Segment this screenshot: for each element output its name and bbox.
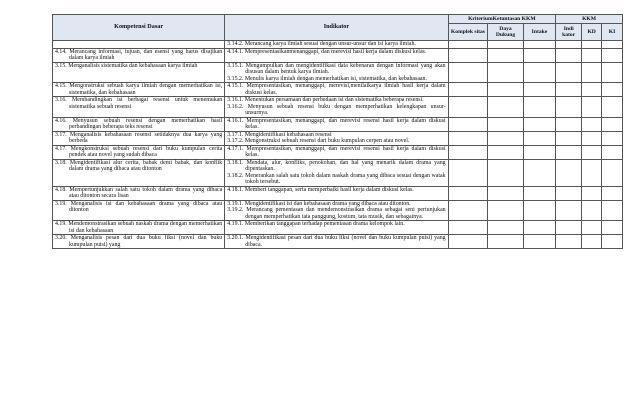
kkm-value-cell <box>582 62 602 83</box>
indikator-text: 3.18.2. Menerankan salah satu tokoh dalam naskah drama yang dibaca sesuai dengan watak tokoh tersebut. <box>227 172 446 185</box>
kompetensi-dasar-text: 4.18. Mempertunjukkan salah satu tokoh dalam drama yang dibaca atau ditonton secara lisan <box>55 186 223 199</box>
kkm-value-cell <box>523 62 555 83</box>
kompetensi-dasar-text: 3.15. Menganalisis sistematika dan kebahasaan karya ilmiah <box>55 62 198 69</box>
kompetensi-dasar-cell <box>53 145 225 159</box>
indikator-text: 3.18.1. Mendata, alur, konfliks, penokohan, dan hal yang menarik dalam drama yang dipentaskan. <box>227 159 446 172</box>
kkm-value-cell <box>523 117 555 131</box>
kompetensi-dasar-cell <box>53 186 225 200</box>
kkm-value-cell <box>488 62 523 83</box>
indikator-text: 3.20.1. Mengidentifikasi pesan dari dua buku fiksi (novel dan buku kumpulan puisi) yang dibaca. <box>227 235 446 248</box>
indikator-text: 3.19.2. Merancang pementasan dan mendemonstrasikan drama sebagai seni pertunjukan dengan memperhatikan tata panggung, kostum, tata musik, dan sebagainya. <box>227 207 446 220</box>
kkm-value-cell <box>602 97 623 118</box>
kkm-value-cell <box>488 221 523 235</box>
kkm-value-cell <box>523 221 555 235</box>
kompetensi-dasar-text: 3.16. Membandingkan isi berbagai resensi untuk menemukan sistematika sebuah resensi <box>55 97 223 110</box>
kkm-value-cell <box>488 200 523 221</box>
kompetensi-dasar-text: 3.20. Menganalisis pesan dari dua buku fiksi (novel dan buku kumpulan puisi) yang <box>55 235 223 248</box>
kompetensi-dasar-text: 4.15. Mengonstruksi sebuah karya ilmiah dengan memerhatikan isi, sistematika, dan kebahasaan <box>55 83 223 96</box>
header-ki: KI <box>602 24 623 41</box>
indikator-cell <box>225 145 448 159</box>
kkm-value-cell <box>582 145 602 159</box>
indikator-cell <box>225 62 448 83</box>
kkm-value-cell <box>602 200 623 221</box>
kkm-value-cell <box>448 97 488 118</box>
kkm-value-cell <box>602 117 623 131</box>
indikator-text: 4.17.1. Mempresentasikan, menanggapi, dan merevisi resensi hasil kerja dalam diskusi kelas. <box>227 145 446 158</box>
kkm-value-cell <box>488 117 523 131</box>
kkm-value-cell <box>448 200 488 221</box>
table-row <box>53 41 623 49</box>
indikator-cell <box>225 235 448 249</box>
kompetensi-dasar-text: 3.19. Menganalisis isi dan kebahasaan drama yang dibaca atau ditonton <box>55 200 223 213</box>
kkm-value-cell <box>523 83 555 97</box>
header-kd: KD <box>582 24 602 41</box>
table-row <box>53 83 623 97</box>
table-body <box>53 41 623 249</box>
table-row <box>53 235 623 249</box>
indikator-cell <box>225 41 448 49</box>
kkm-value-cell <box>556 131 582 145</box>
kkm-value-cell <box>556 41 582 49</box>
kkm-value-cell <box>556 235 582 249</box>
kkm-value-cell <box>448 159 488 186</box>
kkm-value-cell <box>582 117 602 131</box>
kkm-value-cell <box>448 48 488 62</box>
kompetensi-dasar-cell <box>53 221 225 235</box>
table-row <box>53 200 623 221</box>
kkm-value-cell <box>602 131 623 145</box>
kompetensi-dasar-cell <box>53 235 225 249</box>
kkm-value-cell <box>582 48 602 62</box>
document-page <box>52 14 623 249</box>
kompetensi-dasar-text: 4.16. Menyusun sebuah resensi dengan memerhatikan hasil perbandingan beberapa teks resensi <box>55 117 223 130</box>
kompetensi-dasar-text: 3.17. Menganalisis kebahasaan resensi setidaknya dua karya yang berbeda <box>55 131 223 144</box>
kkm-value-cell <box>523 186 555 200</box>
kkm-value-cell <box>602 48 623 62</box>
kkm-value-cell <box>582 235 602 249</box>
header-kompleksitas: Komplek sitas <box>448 24 488 41</box>
kompetensi-dasar-cell <box>53 131 225 145</box>
indikator-text: 4.16.1. Mempresentasikan, menanggapi, dan merevisi resensi hasil kerja dalam diskusi kelas. <box>227 117 446 130</box>
header-indikator: Indikator <box>225 15 448 41</box>
table-row <box>53 62 623 83</box>
kompetensi-dasar-text: 3.18. Mengidentifikasi alur cerita, babak demi babak, dan konflik dalam drama yang dibaca atau ditonton <box>55 159 223 172</box>
kkm-table <box>52 14 623 249</box>
indikator-text: 3.14.2. Merancang karya ilmiah sesuai dengan unsur-unsur dan isi karya ilmiah. <box>227 41 416 47</box>
indikator-cell <box>225 117 448 131</box>
kkm-value-cell <box>488 159 523 186</box>
kkm-value-cell <box>602 159 623 186</box>
table-row <box>53 48 623 62</box>
kompetensi-dasar-cell <box>53 159 225 186</box>
kkm-value-cell <box>448 145 488 159</box>
indikator-cell <box>225 131 448 145</box>
kkm-value-cell <box>523 41 555 49</box>
kkm-value-cell <box>448 117 488 131</box>
indikator-text: 3.15.2. Menulis karya ilmiah dengan memerhatikan isi, sistematika, dan kebahasaan. <box>227 75 427 82</box>
indikator-cell <box>225 159 448 186</box>
header-indikator-short: Indi kator <box>556 24 582 41</box>
kkm-value-cell <box>448 131 488 145</box>
header-kkm: KKM <box>556 15 623 24</box>
kkm-value-cell <box>602 221 623 235</box>
indikator-text: 4.18.1. Memberi tanggapan, serta memperbaiki hasil kerja dalam diskusi kelas. <box>227 186 414 193</box>
indikator-text: 4.15.1. Mempresentasikan, menanggapi, merevisi,menilaikarya ilmiah hasil kerja dalam diskusi kelas. <box>227 83 446 96</box>
kkm-value-cell <box>448 235 488 249</box>
kkm-value-cell <box>556 159 582 186</box>
table-row <box>53 221 623 235</box>
kkm-value-cell <box>488 48 523 62</box>
kompetensi-dasar-text: 4.19. Mendemonstrasikan sebuah naskah drama dengan memerhatikan isi dan kebahasaan <box>55 221 223 234</box>
kompetensi-dasar-text: 4.14. Merancang informasi, tujuan, dan esensi yang harus disajikan dalam karya ilmiah <box>55 48 223 61</box>
kkm-value-cell <box>602 186 623 200</box>
kkm-value-cell <box>488 235 523 249</box>
kkm-value-cell <box>556 62 582 83</box>
kkm-value-cell <box>523 200 555 221</box>
indikator-cell <box>225 97 448 118</box>
header-kriteria-kkm: KriteriumKetuntasan KKM <box>448 15 556 24</box>
kkm-value-cell <box>582 186 602 200</box>
kkm-value-cell <box>556 186 582 200</box>
header-intake: Intake <box>523 24 555 41</box>
kkm-value-cell <box>582 221 602 235</box>
kkm-value-cell <box>582 97 602 118</box>
table-row <box>53 145 623 159</box>
kkm-value-cell <box>523 131 555 145</box>
kkm-value-cell <box>582 41 602 49</box>
kkm-value-cell <box>602 235 623 249</box>
table-row <box>53 117 623 131</box>
kkm-value-cell <box>556 221 582 235</box>
kompetensi-dasar-text: 4.17. Mengkonstruksi sebuah resensi dari buku kumpulan cerita pendek atau novel yang sudah dibaca <box>55 145 223 158</box>
kkm-value-cell <box>488 83 523 97</box>
indikator-text: 3.15.1. Mengumpulkan dan mengidentifikasi data kebenaran dengan informasi yang akan disusun dalam bentuk karya ilmiah. <box>227 62 446 75</box>
table-row <box>53 131 623 145</box>
kkm-value-cell <box>488 97 523 118</box>
kompetensi-dasar-cell <box>53 62 225 83</box>
kompetensi-dasar-cell <box>53 200 225 221</box>
kkm-value-cell <box>556 83 582 97</box>
table-row <box>53 159 623 186</box>
kkm-value-cell <box>556 48 582 62</box>
indikator-cell <box>225 83 448 97</box>
indikator-text: 3.17.1. Mengidentifikasi kebahasaan resensi <box>227 131 332 138</box>
indikator-cell <box>225 221 448 235</box>
kkm-value-cell <box>602 62 623 83</box>
indikator-cell <box>225 48 448 62</box>
indikator-text: 3.17.2. Mengonstruksi sebuah resensi dari buku kumpulan cerpen atau novel. <box>227 138 410 144</box>
kkm-value-cell <box>448 62 488 83</box>
indikator-text: 3.16.2. Menyusun sebuah resensi buku dengan memperhatikan kelengkapan unsur-unsurnya. <box>227 103 446 116</box>
kkm-value-cell <box>488 186 523 200</box>
indikator-text: 3.19.1. Mengidentifikasi isi dan kebahasaan drama yang dibaca atau ditonton. <box>227 200 411 207</box>
kkm-value-cell <box>556 145 582 159</box>
kkm-value-cell <box>556 117 582 131</box>
kkm-value-cell <box>582 159 602 186</box>
kkm-value-cell <box>556 200 582 221</box>
kompetensi-dasar-cell <box>53 48 225 62</box>
kkm-value-cell <box>556 97 582 118</box>
kkm-value-cell <box>448 41 488 49</box>
kkm-value-cell <box>602 145 623 159</box>
indikator-text: 4.19.1. Memberikan tanggapan terhadap pementasan drama kelompok lain. <box>227 221 405 227</box>
kkm-value-cell <box>523 97 555 118</box>
kkm-value-cell <box>523 159 555 186</box>
kkm-value-cell <box>582 200 602 221</box>
kompetensi-dasar-cell <box>53 97 225 118</box>
table-row <box>53 186 623 200</box>
kompetensi-dasar-cell <box>53 117 225 131</box>
kkm-value-cell <box>448 221 488 235</box>
indikator-cell <box>225 186 448 200</box>
indikator-text: 4.14.1. Mempresentasikanmenanggapi, dan merevisi hasil kerja dalam diskusi kelas. <box>227 48 427 55</box>
kkm-value-cell <box>448 83 488 97</box>
kkm-value-cell <box>523 145 555 159</box>
kkm-value-cell <box>602 83 623 97</box>
kkm-value-cell <box>488 145 523 159</box>
kkm-value-cell <box>488 41 523 49</box>
kompetensi-dasar-cell <box>53 41 225 49</box>
kkm-value-cell <box>582 83 602 97</box>
kkm-value-cell <box>602 41 623 49</box>
header-kompetensi-dasar: Kompetensi Dasar <box>53 15 225 41</box>
indikator-cell <box>225 200 448 221</box>
kkm-value-cell <box>523 48 555 62</box>
header-daya-dukung: Daya Dukung <box>488 24 523 41</box>
kkm-value-cell <box>582 131 602 145</box>
kkm-value-cell <box>523 235 555 249</box>
indikator-text: 3.16.1. Menentukan persamaan dan perbedaan isi dan sistematika beberapa resensi. <box>227 97 424 103</box>
table-row <box>53 97 623 118</box>
kompetensi-dasar-cell <box>53 83 225 97</box>
kkm-value-cell <box>448 186 488 200</box>
kkm-value-cell <box>488 131 523 145</box>
